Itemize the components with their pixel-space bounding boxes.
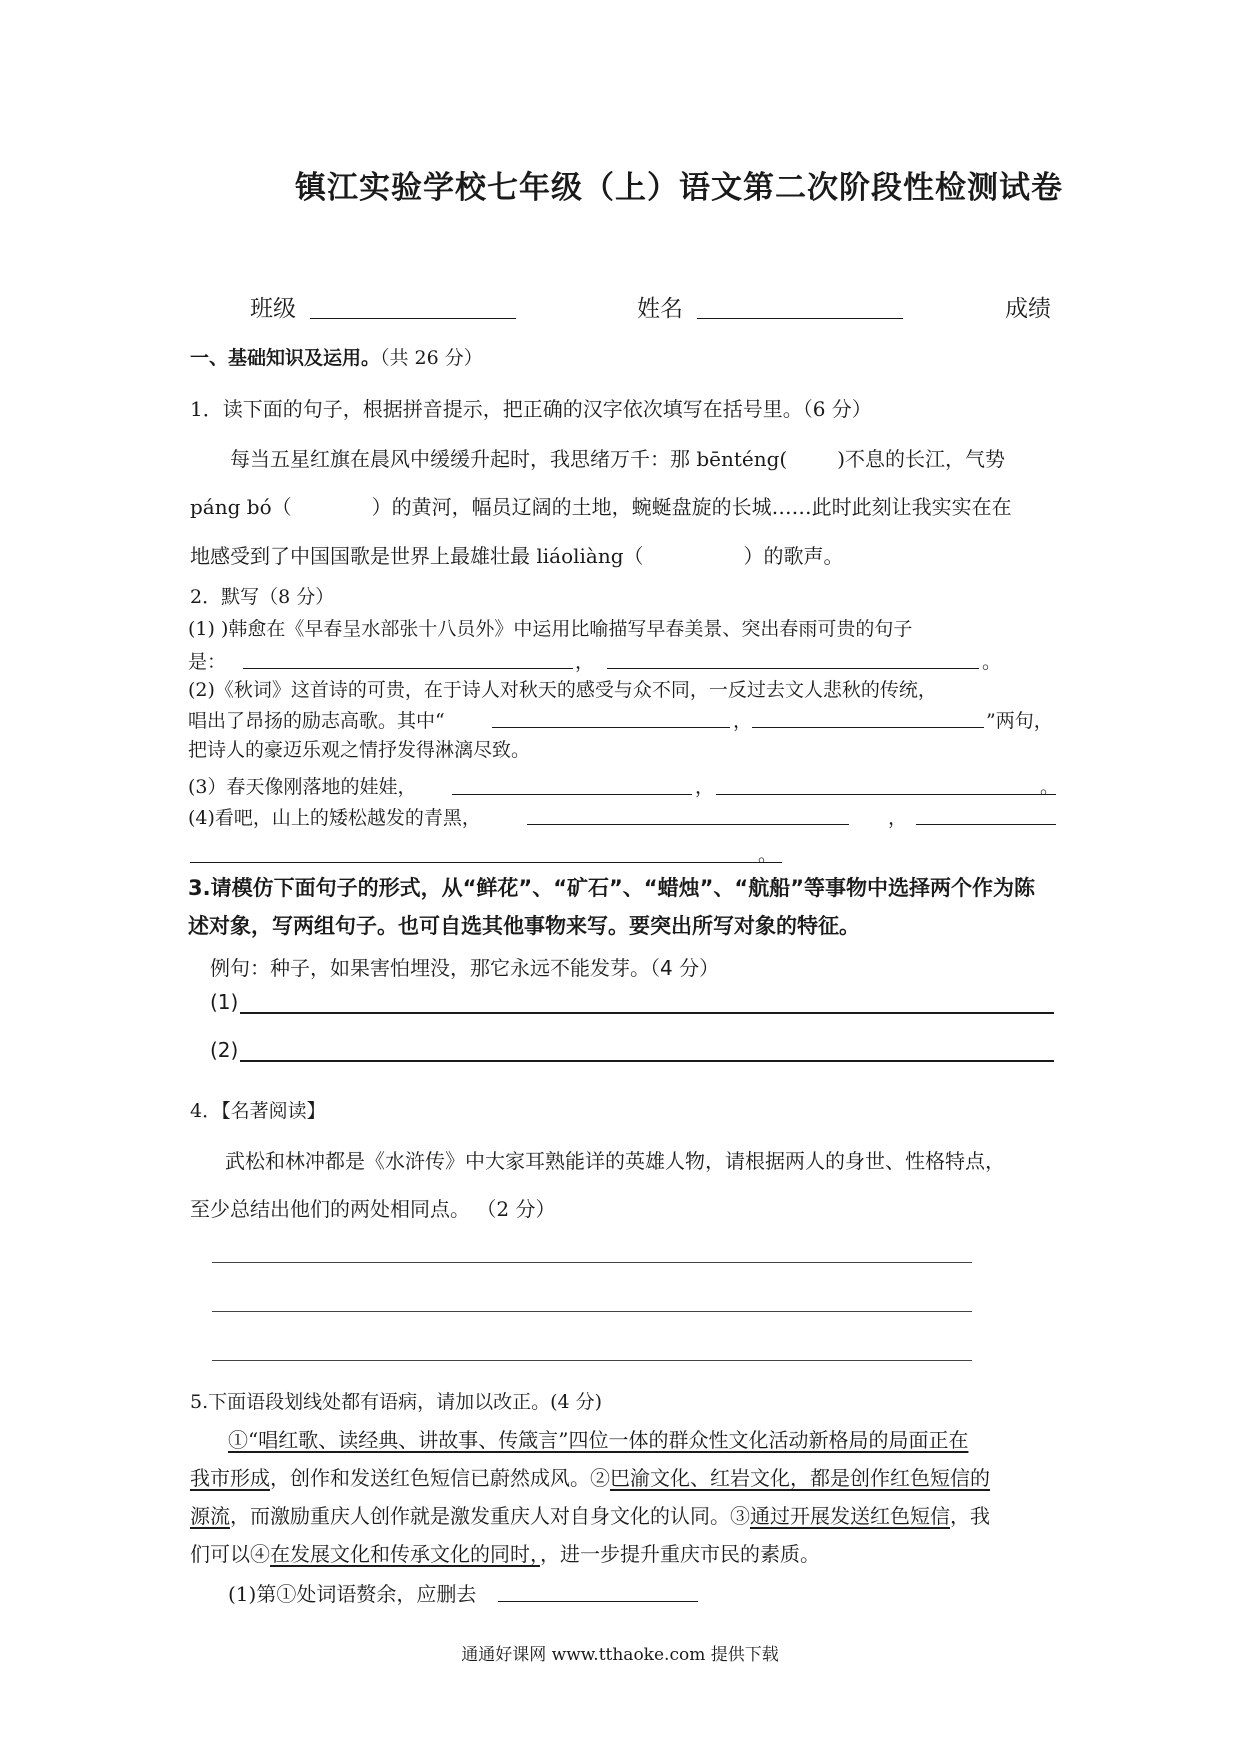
q5-line4-text: 们可以④ [190,1542,270,1566]
q1-line1-b: )不息的长江，气势 [837,447,1006,471]
exam-title: 镇江实验学校七年级（上）语文第二次阶段性检测试卷 [295,170,1063,206]
q5-underlined-2: 我市形成 [190,1466,270,1490]
q3-line2: 述对象，写两组句子。也可自选其他事物来写。要突出所写对象的特征。 [188,914,860,938]
q5-underlined-1: ①“唱红歌、读经典、讲故事、传箴言”四位一体的群众性文化活动新格局的局面正在 [228,1428,969,1452]
q4-answer-line3[interactable] [212,1360,972,1361]
q1-stem: 1．读下面的句子，根据拼音提示，把正确的汉字依次填写在括号里。（6 分） [190,397,872,421]
class-blank[interactable] [310,318,516,319]
q3-answer-line1[interactable] [240,1012,1054,1014]
q5-line4 [190,1538,820,1567]
q2-s3-blank1[interactable] [452,794,692,795]
q5-underlined-3: 巴渝文化、红岩文化，都是创作红色短信的 [610,1466,990,1490]
q2-s4-blank1[interactable] [527,824,849,825]
q2-s3-blank2[interactable] [716,794,1056,795]
q4-line2: 至少总结出他们的两处相同点。 （2 分） [190,1197,556,1221]
q1-line3 [190,540,844,569]
q5-line4-text2: ，进一步提升重庆市民的素质。 [540,1542,820,1566]
q2-s3: (3）春天像刚落地的娃娃， [188,776,417,798]
q2-s2-line3: 把诗人的豪迈乐观之情抒发得淋漓尽致。 [188,739,531,761]
q2-stem: 2．默写（8 分） [190,586,335,608]
q2-s1-line2: 是： [188,651,227,673]
q2-s2-blank1[interactable] [492,727,730,728]
section-points: （共 26 分） [380,347,483,369]
q2-s4-blank2[interactable] [916,824,1056,825]
q5-line3-text2: ，我 [950,1504,990,1528]
score-label: 成绩 [1005,296,1051,322]
class-label: 班级 [250,296,296,322]
q1-line3-a: 地感受到了中国国歌是世界上最雄壮最 liáoliàng（ [190,544,644,568]
q5-line2 [190,1462,990,1491]
q4-line1: 武松和林冲都是《水浒传》中大家耳熟能详的英雄人物，请根据两人的身世、性格特点， [225,1149,1005,1173]
footer-source: 通通好课网 www.tthaoke.com 提供下载 [461,1645,779,1665]
q2-s1-blank2[interactable] [607,668,979,669]
q5-sub1-blank[interactable] [498,1601,698,1602]
q1-line1 [230,443,1005,472]
q1-line2-a: páng bó（ [190,495,292,519]
q1-line3-b: ）的歌声。 [743,544,844,568]
q3-example: 例句：种子，如果害怕埋没，那它永远不能发芽。（4 分） [210,956,720,980]
name-blank[interactable] [697,318,903,319]
q2-s4-comma: ， [888,807,908,829]
section-heading-text: 一、基础知识及运用。 [190,347,381,369]
q3-answer-line2[interactable] [240,1060,1054,1062]
q2-s2-line1: (2)《秋词》这首诗的可贵，在于诗人对秋天的感受与众不同，一反过去文人悲秋的传统， [188,679,937,701]
name-label: 姓名 [637,296,683,322]
q3-line1: 3.请模仿下面句子的形式，从“鲜花”、“矿石”、“蜡烛”、“航船”等事物中选择两个作为陈 [188,876,1036,900]
q2-s4-period: 。 [758,844,778,866]
q4-heading: 4．【名著阅读】 [190,1100,326,1122]
q2-s1-line1: (1) )韩愈在《早春呈水部张十八员外》中运用比喻描写早春美景、突出春雨可贵的句子 [188,618,913,640]
q4-answer-line1[interactable] [212,1262,972,1263]
q5-underlined-5: 通过开展发送红色短信 [750,1504,950,1528]
q4-answer-line2[interactable] [212,1311,972,1312]
q2-s1-blank1[interactable] [243,668,573,669]
q1-line1-a: 每当五星红旗在晨风中缓缓升起时，我思绪万千：那 bēnténg( [230,447,788,471]
q2-s2-line2a: 唱出了昂扬的励志高歌。其中“ [188,710,445,732]
q2-s3-comma: ， [695,776,715,798]
q5-stem: 5.下面语段划线处都有语病，请加以改正。(4 分) [190,1391,603,1413]
q1-line2 [190,491,1012,520]
q2-s4-blank3[interactable] [190,862,782,863]
q5-sub1: (1)第①处词语赘余，应删去 [228,1582,477,1606]
q2-s4: (4)看吧，山上的矮松越发的青黑， [188,807,481,829]
q5-underlined-6: 在发展文化和传承文化的同时， [270,1542,540,1566]
q5-line3 [190,1500,990,1529]
q5-underlined-4: 源流 [190,1504,230,1528]
q5-line3-text: ，而激励重庆人创作就是激发重庆人对自身文化的认同。③ [230,1504,750,1528]
q2-s2-blank2[interactable] [752,727,984,728]
q2-s3-period: 。 [1040,776,1060,798]
q5-line1 [228,1424,968,1453]
q2-s2-line2b: ”两句， [986,710,1053,732]
q3-item1: (1) [210,990,239,1014]
q3-item2: (2) [210,1038,239,1062]
q1-line2-b: ）的黄河，幅员辽阔的土地，蜿蜒盘旋的长城……此时此刻让我实实在在 [371,495,1012,519]
q2-s1-comma: ， [575,651,595,673]
q2-s2-comma: ， [733,710,753,732]
q2-s1-period: 。 [982,651,1002,673]
q5-line2-text: ，创作和发送红色短信已蔚然成风。② [270,1466,610,1490]
section-heading [190,343,483,370]
